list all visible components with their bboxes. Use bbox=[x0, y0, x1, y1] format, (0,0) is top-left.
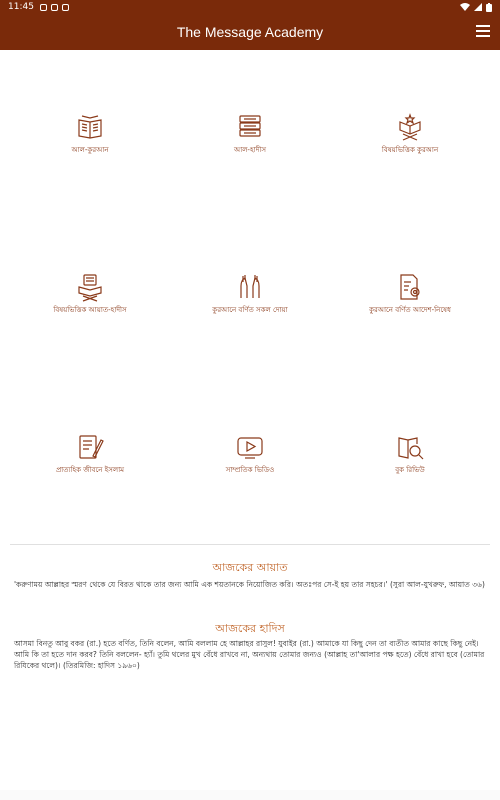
signal-icon bbox=[474, 3, 482, 11]
hadith-today-text: আসমা বিনতু আবু বকর (রা.) হতে বর্ণিত, তিনি বলেন, আমি বললাম হে আল্লাহর রাসুল! যুবাইর (রা.) আমাকে যা কিছু দেন তা ব্যতীত আমার কাছে কিছু নেই। আমি কি তা হতে দান করব? তিনি বললেন- হ্যাঁ। তুমি থলের মুখ বেঁধে রাখবে না, অন্যথায় তোমার জন্যও (আল্লাহ তা'আলার পক্ষ হতে) বেঁধে রাখা হবে (তোমার রিযিকের থলে)। (তিরমিজি: হাদিস ১৯৬০) bbox=[14, 639, 485, 670]
video-play-icon bbox=[235, 432, 265, 462]
document-gear-icon bbox=[395, 272, 425, 302]
menu-item-al-quran[interactable] bbox=[5, 112, 175, 156]
rehal-icon bbox=[75, 272, 105, 302]
hadith-books-icon bbox=[235, 112, 265, 142]
menu-item-commands-prohibitions[interactable] bbox=[325, 272, 495, 316]
menu-item-label: প্রাত্যহিক জীবনে ইসলাম bbox=[55, 466, 125, 474]
app-bar bbox=[0, 14, 500, 50]
notebook-pen-icon bbox=[75, 432, 105, 462]
quran-stand-icon bbox=[395, 112, 425, 142]
menu-item-label: কুরআনে বর্ণিত সকল দোয়া bbox=[212, 306, 288, 314]
navigation-bar-area bbox=[0, 790, 500, 800]
app-title: The Message Academy bbox=[176, 24, 324, 40]
wifi-icon bbox=[460, 3, 470, 11]
menu-item-label: বিষয়ভিত্তিক আয়াত-হাদীস bbox=[53, 306, 127, 314]
praying-hands-icon bbox=[235, 272, 265, 302]
menu-item-islam-daily-life[interactable] bbox=[5, 432, 175, 476]
shield-icon bbox=[40, 4, 47, 11]
menu-item-label: বিষয়ভিত্তিক কুরআন bbox=[381, 146, 439, 154]
menu-item-all-duas[interactable] bbox=[165, 272, 335, 316]
sim-icon bbox=[62, 4, 69, 11]
battery-icon bbox=[486, 3, 492, 12]
quran-book-icon bbox=[75, 112, 105, 142]
ayah-today-title: আজকের আয়াত bbox=[212, 561, 288, 574]
status-bar bbox=[0, 0, 500, 14]
section-divider bbox=[10, 544, 490, 545]
menu-item-al-hadith[interactable] bbox=[165, 112, 335, 156]
menu-item-label: কুরআনে বর্ণিত আদেশ-নিষেধ bbox=[369, 306, 451, 314]
menu-item-label: আল-কুরআন bbox=[71, 146, 109, 154]
menu-item-label: আল-হাদীস bbox=[234, 146, 266, 154]
status-time: 11:45 bbox=[8, 2, 34, 12]
ayah-today-text: 'করুণাময় আল্লাহর স্মরণ থেকে যে বিরত থাকে তার জন্য আমি এক শয়তানকে নিয়োজিত করি। অতঃপর সে-ই হয় তার সহচর।' (সুরা আল-যুখরুফ, আয়াত ৩৬) bbox=[14, 580, 485, 589]
menu-item-label: বুক রিভিউ bbox=[395, 466, 425, 474]
book-search-icon bbox=[395, 432, 425, 462]
menu-item-label: সাম্প্রতিক ভিডিও bbox=[225, 466, 275, 474]
app-icon bbox=[51, 4, 58, 11]
menu-item-book-review[interactable] bbox=[325, 432, 495, 476]
menu-item-topical-ayah-hadith[interactable] bbox=[5, 272, 175, 316]
hamburger-menu-icon[interactable] bbox=[476, 25, 490, 37]
menu-item-recent-videos[interactable] bbox=[165, 432, 335, 476]
menu-item-topical-quran[interactable] bbox=[325, 112, 495, 156]
hadith-today-title: আজকের হাদিস bbox=[215, 622, 285, 635]
